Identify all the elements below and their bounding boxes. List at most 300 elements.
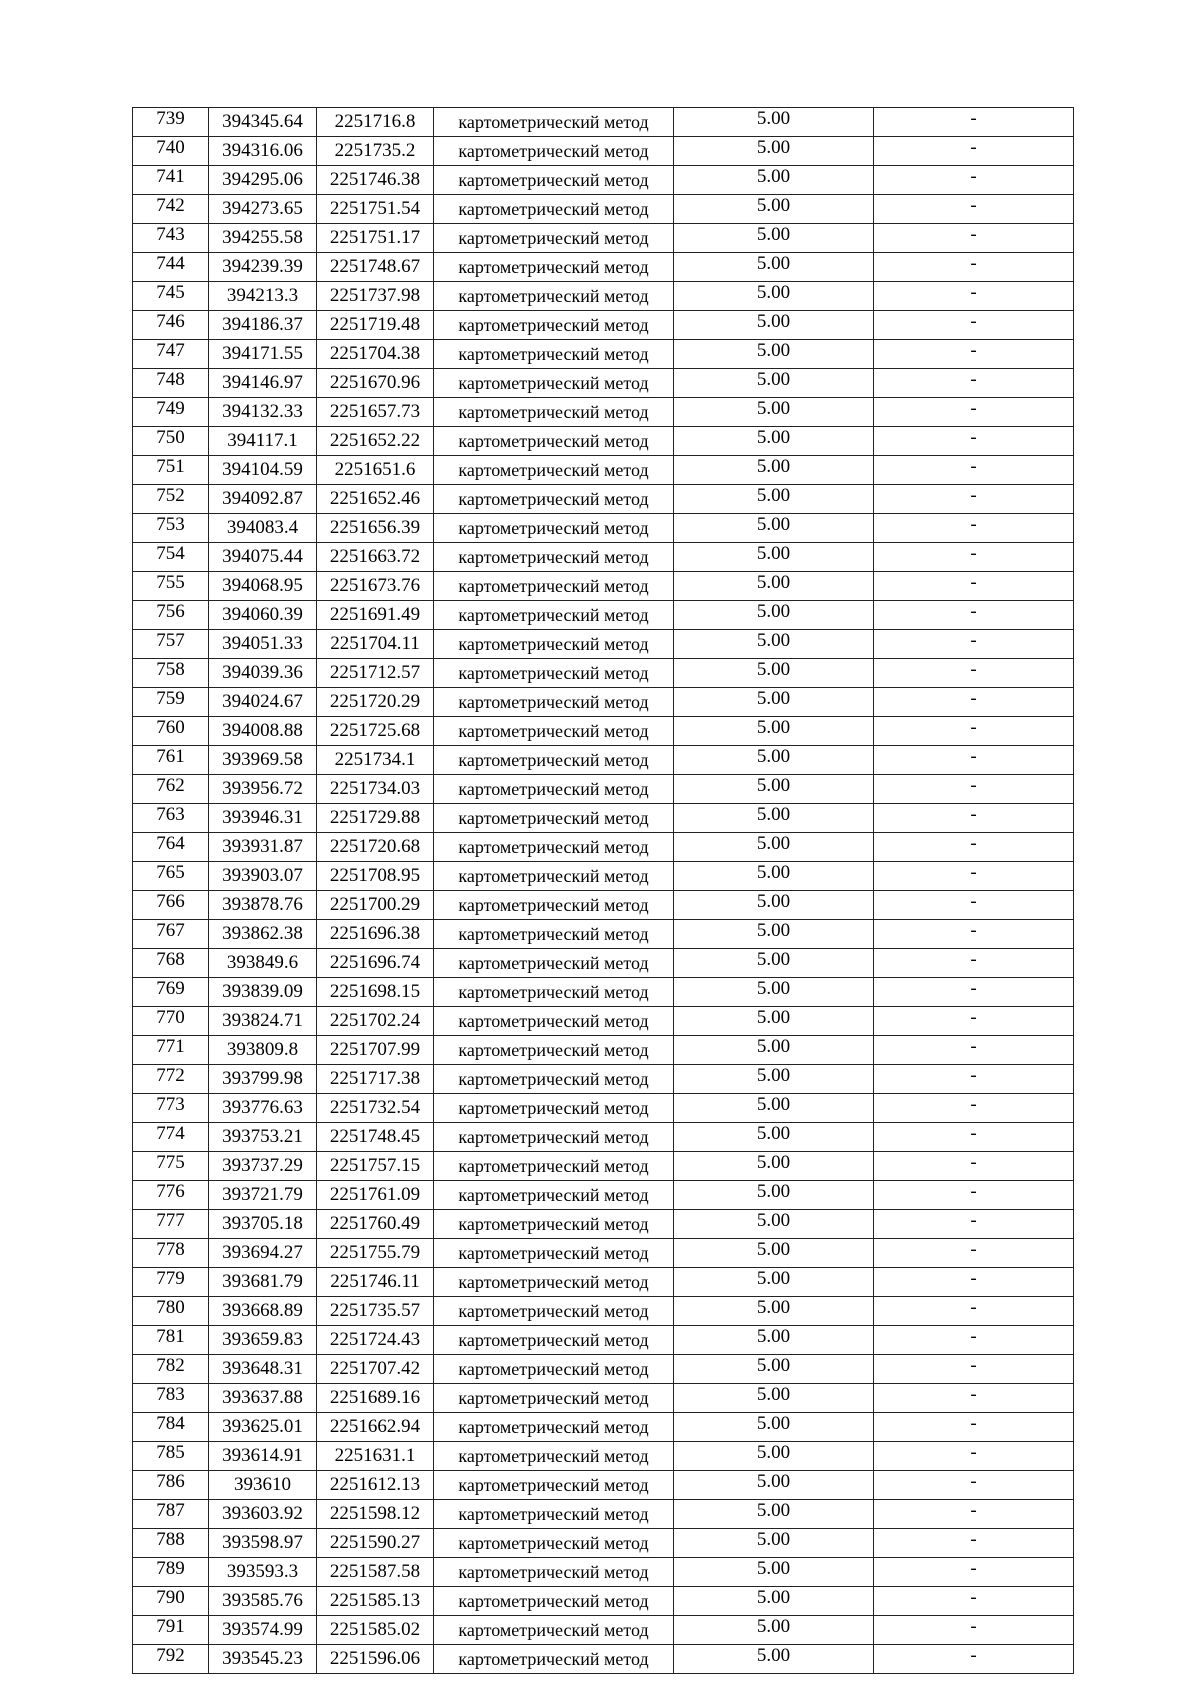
point-number-cell: 769 — [133, 978, 209, 1007]
y-coordinate-cell: 2251596.06 — [317, 1645, 434, 1674]
note-cell: - — [874, 253, 1074, 282]
note-cell: - — [874, 1471, 1074, 1500]
y-coordinate-cell: 2251598.12 — [317, 1500, 434, 1529]
x-coordinate-cell: 393753.21 — [209, 1123, 317, 1152]
x-coordinate-cell: 393603.92 — [209, 1500, 317, 1529]
method-cell: картометрический метод — [434, 340, 674, 369]
table-row — [133, 746, 1074, 775]
y-coordinate-cell: 2251737.98 — [317, 282, 434, 311]
accuracy-cell: 5.00 — [674, 224, 874, 253]
method-cell: картометрический метод — [434, 1036, 674, 1065]
x-coordinate-cell: 393878.76 — [209, 891, 317, 920]
point-number-cell: 763 — [133, 804, 209, 833]
y-coordinate-cell: 2251735.57 — [317, 1297, 434, 1326]
table-row — [133, 1645, 1074, 1674]
table-row — [133, 1239, 1074, 1268]
method-cell: картометрический метод — [434, 601, 674, 630]
note-cell: - — [874, 746, 1074, 775]
x-coordinate-cell: 394008.88 — [209, 717, 317, 746]
method-cell: картометрический метод — [434, 224, 674, 253]
y-coordinate-cell: 2251712.57 — [317, 659, 434, 688]
accuracy-cell: 5.00 — [674, 891, 874, 920]
x-coordinate-cell: 393799.98 — [209, 1065, 317, 1094]
accuracy-cell: 5.00 — [674, 456, 874, 485]
point-number-cell: 760 — [133, 717, 209, 746]
method-cell: картометрический метод — [434, 833, 674, 862]
method-cell: картометрический метод — [434, 1471, 674, 1500]
method-cell: картометрический метод — [434, 514, 674, 543]
point-number-cell: 753 — [133, 514, 209, 543]
accuracy-cell: 5.00 — [674, 804, 874, 833]
note-cell: - — [874, 1268, 1074, 1297]
x-coordinate-cell: 394039.36 — [209, 659, 317, 688]
y-coordinate-cell: 2251720.68 — [317, 833, 434, 862]
y-coordinate-cell: 2251612.13 — [317, 1471, 434, 1500]
note-cell: - — [874, 1297, 1074, 1326]
method-cell: картометрический метод — [434, 891, 674, 920]
x-coordinate-cell: 394295.06 — [209, 166, 317, 195]
method-cell: картометрический метод — [434, 311, 674, 340]
x-coordinate-cell: 394239.39 — [209, 253, 317, 282]
note-cell: - — [874, 1152, 1074, 1181]
note-cell: - — [874, 1094, 1074, 1123]
y-coordinate-cell: 2251748.67 — [317, 253, 434, 282]
accuracy-cell: 5.00 — [674, 862, 874, 891]
point-number-cell: 748 — [133, 369, 209, 398]
method-cell: картометрический метод — [434, 688, 674, 717]
table-row — [133, 1094, 1074, 1123]
point-number-cell: 746 — [133, 311, 209, 340]
accuracy-cell: 5.00 — [674, 1065, 874, 1094]
x-coordinate-cell: 394273.65 — [209, 195, 317, 224]
x-coordinate-cell: 393659.83 — [209, 1326, 317, 1355]
table-row — [133, 659, 1074, 688]
point-number-cell: 754 — [133, 543, 209, 572]
table-row — [133, 1297, 1074, 1326]
note-cell: - — [874, 1413, 1074, 1442]
x-coordinate-cell: 394068.95 — [209, 572, 317, 601]
table-row — [133, 601, 1074, 630]
accuracy-cell: 5.00 — [674, 398, 874, 427]
y-coordinate-cell: 2251707.99 — [317, 1036, 434, 1065]
x-coordinate-cell: 394092.87 — [209, 485, 317, 514]
x-coordinate-cell: 393931.87 — [209, 833, 317, 862]
x-coordinate-cell: 393598.97 — [209, 1529, 317, 1558]
x-coordinate-cell: 394104.59 — [209, 456, 317, 485]
table-row — [133, 1123, 1074, 1152]
point-number-cell: 749 — [133, 398, 209, 427]
note-cell: - — [874, 1384, 1074, 1413]
note-cell: - — [874, 340, 1074, 369]
table-row — [133, 717, 1074, 746]
y-coordinate-cell: 2251696.38 — [317, 920, 434, 949]
y-coordinate-cell: 2251652.46 — [317, 485, 434, 514]
point-number-cell: 739 — [133, 108, 209, 137]
x-coordinate-cell: 393705.18 — [209, 1210, 317, 1239]
point-number-cell: 743 — [133, 224, 209, 253]
y-coordinate-cell: 2251748.45 — [317, 1123, 434, 1152]
point-number-cell: 756 — [133, 601, 209, 630]
note-cell: - — [874, 1355, 1074, 1384]
y-coordinate-cell: 2251702.24 — [317, 1007, 434, 1036]
x-coordinate-cell: 393839.09 — [209, 978, 317, 1007]
y-coordinate-cell: 2251746.11 — [317, 1268, 434, 1297]
x-coordinate-cell: 393637.88 — [209, 1384, 317, 1413]
point-number-cell: 790 — [133, 1587, 209, 1616]
method-cell: картометрический метод — [434, 195, 674, 224]
point-number-cell: 755 — [133, 572, 209, 601]
method-cell: картометрический метод — [434, 1268, 674, 1297]
x-coordinate-cell: 393946.31 — [209, 804, 317, 833]
point-number-cell: 752 — [133, 485, 209, 514]
note-cell: - — [874, 108, 1074, 137]
y-coordinate-cell: 2251662.94 — [317, 1413, 434, 1442]
method-cell: картометрический метод — [434, 630, 674, 659]
note-cell: - — [874, 601, 1074, 630]
note-cell: - — [874, 1645, 1074, 1674]
table-row — [133, 108, 1074, 137]
table-row — [133, 224, 1074, 253]
method-cell: картометрический метод — [434, 1210, 674, 1239]
point-number-cell: 787 — [133, 1500, 209, 1529]
x-coordinate-cell: 394060.39 — [209, 601, 317, 630]
x-coordinate-cell: 394213.3 — [209, 282, 317, 311]
method-cell: картометрический метод — [434, 862, 674, 891]
accuracy-cell: 5.00 — [674, 282, 874, 311]
accuracy-cell: 5.00 — [674, 833, 874, 862]
accuracy-cell: 5.00 — [674, 1442, 874, 1471]
x-coordinate-cell: 394345.64 — [209, 108, 317, 137]
method-cell: картометрический метод — [434, 1645, 674, 1674]
accuracy-cell: 5.00 — [674, 195, 874, 224]
method-cell: картометрический метод — [434, 1355, 674, 1384]
x-coordinate-cell: 394316.06 — [209, 137, 317, 166]
coordinates-table — [132, 107, 1074, 1674]
method-cell: картометрический метод — [434, 427, 674, 456]
note-cell: - — [874, 688, 1074, 717]
accuracy-cell: 5.00 — [674, 746, 874, 775]
method-cell: картометрический метод — [434, 253, 674, 282]
table-row — [133, 572, 1074, 601]
accuracy-cell: 5.00 — [674, 1587, 874, 1616]
method-cell: картометрический метод — [434, 1442, 674, 1471]
table-row — [133, 1587, 1074, 1616]
note-cell: - — [874, 804, 1074, 833]
method-cell: картометрический метод — [434, 1297, 674, 1326]
accuracy-cell: 5.00 — [674, 1471, 874, 1500]
x-coordinate-cell: 394186.37 — [209, 311, 317, 340]
note-cell: - — [874, 514, 1074, 543]
y-coordinate-cell: 2251755.79 — [317, 1239, 434, 1268]
method-cell: картометрический метод — [434, 1616, 674, 1645]
y-coordinate-cell: 2251670.96 — [317, 369, 434, 398]
x-coordinate-cell: 393593.3 — [209, 1558, 317, 1587]
accuracy-cell: 5.00 — [674, 1500, 874, 1529]
note-cell: - — [874, 398, 1074, 427]
point-number-cell: 742 — [133, 195, 209, 224]
point-number-cell: 772 — [133, 1065, 209, 1094]
note-cell: - — [874, 949, 1074, 978]
note-cell: - — [874, 224, 1074, 253]
accuracy-cell: 5.00 — [674, 485, 874, 514]
y-coordinate-cell: 2251716.8 — [317, 108, 434, 137]
table-row — [133, 978, 1074, 1007]
accuracy-cell: 5.00 — [674, 166, 874, 195]
accuracy-cell: 5.00 — [674, 978, 874, 1007]
method-cell: картометрический метод — [434, 920, 674, 949]
y-coordinate-cell: 2251729.88 — [317, 804, 434, 833]
table-row — [133, 949, 1074, 978]
table-row — [133, 398, 1074, 427]
point-number-cell: 777 — [133, 1210, 209, 1239]
table-row — [133, 1413, 1074, 1442]
point-number-cell: 761 — [133, 746, 209, 775]
table-row — [133, 1442, 1074, 1471]
accuracy-cell: 5.00 — [674, 1210, 874, 1239]
table-row — [133, 891, 1074, 920]
y-coordinate-cell: 2251587.58 — [317, 1558, 434, 1587]
y-coordinate-cell: 2251698.15 — [317, 978, 434, 1007]
x-coordinate-cell: 394083.4 — [209, 514, 317, 543]
x-coordinate-cell: 393545.23 — [209, 1645, 317, 1674]
y-coordinate-cell: 2251751.17 — [317, 224, 434, 253]
table-row — [133, 195, 1074, 224]
method-cell: картометрический метод — [434, 775, 674, 804]
method-cell: картометрический метод — [434, 717, 674, 746]
note-cell: - — [874, 1616, 1074, 1645]
accuracy-cell: 5.00 — [674, 1616, 874, 1645]
accuracy-cell: 5.00 — [674, 1413, 874, 1442]
method-cell: картометрический метод — [434, 949, 674, 978]
table-row — [133, 1181, 1074, 1210]
x-coordinate-cell: 394024.67 — [209, 688, 317, 717]
note-cell: - — [874, 1442, 1074, 1471]
table-row — [133, 1036, 1074, 1065]
y-coordinate-cell: 2251673.76 — [317, 572, 434, 601]
x-coordinate-cell: 393969.58 — [209, 746, 317, 775]
method-cell: картометрический метод — [434, 1181, 674, 1210]
note-cell: - — [874, 543, 1074, 572]
x-coordinate-cell: 394051.33 — [209, 630, 317, 659]
y-coordinate-cell: 2251719.48 — [317, 311, 434, 340]
accuracy-cell: 5.00 — [674, 514, 874, 543]
accuracy-cell: 5.00 — [674, 1558, 874, 1587]
method-cell: картометрический метод — [434, 1529, 674, 1558]
accuracy-cell: 5.00 — [674, 108, 874, 137]
x-coordinate-cell: 393862.38 — [209, 920, 317, 949]
y-coordinate-cell: 2251696.74 — [317, 949, 434, 978]
x-coordinate-cell: 394075.44 — [209, 543, 317, 572]
y-coordinate-cell: 2251757.15 — [317, 1152, 434, 1181]
x-coordinate-cell: 393849.6 — [209, 949, 317, 978]
y-coordinate-cell: 2251689.16 — [317, 1384, 434, 1413]
coordinates-table-body — [133, 108, 1074, 1674]
table-row — [133, 543, 1074, 572]
y-coordinate-cell: 2251746.38 — [317, 166, 434, 195]
note-cell: - — [874, 456, 1074, 485]
method-cell: картометрический метод — [434, 978, 674, 1007]
x-coordinate-cell: 394255.58 — [209, 224, 317, 253]
point-number-cell: 788 — [133, 1529, 209, 1558]
accuracy-cell: 5.00 — [674, 137, 874, 166]
x-coordinate-cell: 393956.72 — [209, 775, 317, 804]
method-cell: картометрический метод — [434, 398, 674, 427]
point-number-cell: 744 — [133, 253, 209, 282]
point-number-cell: 784 — [133, 1413, 209, 1442]
point-number-cell: 786 — [133, 1471, 209, 1500]
y-coordinate-cell: 2251631.1 — [317, 1442, 434, 1471]
y-coordinate-cell: 2251734.1 — [317, 746, 434, 775]
point-number-cell: 758 — [133, 659, 209, 688]
method-cell: картометрический метод — [434, 485, 674, 514]
table-row — [133, 485, 1074, 514]
method-cell: картометрический метод — [434, 746, 674, 775]
note-cell: - — [874, 1210, 1074, 1239]
note-cell: - — [874, 1181, 1074, 1210]
table-row — [133, 137, 1074, 166]
x-coordinate-cell: 393681.79 — [209, 1268, 317, 1297]
table-row — [133, 253, 1074, 282]
note-cell: - — [874, 1123, 1074, 1152]
method-cell: картометрический метод — [434, 1065, 674, 1094]
accuracy-cell: 5.00 — [674, 572, 874, 601]
note-cell: - — [874, 137, 1074, 166]
point-number-cell: 780 — [133, 1297, 209, 1326]
table-row — [133, 456, 1074, 485]
method-cell: картометрический метод — [434, 1413, 674, 1442]
method-cell: картометрический метод — [434, 108, 674, 137]
y-coordinate-cell: 2251724.43 — [317, 1326, 434, 1355]
x-coordinate-cell: 393625.01 — [209, 1413, 317, 1442]
note-cell: - — [874, 311, 1074, 340]
point-number-cell: 765 — [133, 862, 209, 891]
accuracy-cell: 5.00 — [674, 1268, 874, 1297]
x-coordinate-cell: 393668.89 — [209, 1297, 317, 1326]
accuracy-cell: 5.00 — [674, 717, 874, 746]
x-coordinate-cell: 393585.76 — [209, 1587, 317, 1616]
accuracy-cell: 5.00 — [674, 1007, 874, 1036]
x-coordinate-cell: 394117.1 — [209, 427, 317, 456]
table-row — [133, 1065, 1074, 1094]
table-row — [133, 1558, 1074, 1587]
note-cell: - — [874, 427, 1074, 456]
note-cell: - — [874, 630, 1074, 659]
point-number-cell: 773 — [133, 1094, 209, 1123]
x-coordinate-cell: 393903.07 — [209, 862, 317, 891]
y-coordinate-cell: 2251720.29 — [317, 688, 434, 717]
x-coordinate-cell: 393694.27 — [209, 1239, 317, 1268]
method-cell: картометрический метод — [434, 1326, 674, 1355]
table-row — [133, 775, 1074, 804]
accuracy-cell: 5.00 — [674, 688, 874, 717]
point-number-cell: 783 — [133, 1384, 209, 1413]
point-number-cell: 789 — [133, 1558, 209, 1587]
accuracy-cell: 5.00 — [674, 630, 874, 659]
x-coordinate-cell: 393610 — [209, 1471, 317, 1500]
table-row — [133, 282, 1074, 311]
method-cell: картометрический метод — [434, 659, 674, 688]
accuracy-cell: 5.00 — [674, 1384, 874, 1413]
note-cell: - — [874, 572, 1074, 601]
note-cell: - — [874, 978, 1074, 1007]
note-cell: - — [874, 1326, 1074, 1355]
accuracy-cell: 5.00 — [674, 1094, 874, 1123]
note-cell: - — [874, 1239, 1074, 1268]
accuracy-cell: 5.00 — [674, 543, 874, 572]
y-coordinate-cell: 2251651.6 — [317, 456, 434, 485]
accuracy-cell: 5.00 — [674, 1355, 874, 1384]
point-number-cell: 766 — [133, 891, 209, 920]
note-cell: - — [874, 775, 1074, 804]
accuracy-cell: 5.00 — [674, 1123, 874, 1152]
table-row — [133, 1500, 1074, 1529]
accuracy-cell: 5.00 — [674, 253, 874, 282]
point-number-cell: 782 — [133, 1355, 209, 1384]
note-cell: - — [874, 1529, 1074, 1558]
note-cell: - — [874, 659, 1074, 688]
note-cell: - — [874, 1500, 1074, 1529]
accuracy-cell: 5.00 — [674, 775, 874, 804]
method-cell: картометрический метод — [434, 1558, 674, 1587]
method-cell: картометрический метод — [434, 166, 674, 195]
method-cell: картометрический метод — [434, 1239, 674, 1268]
table-row — [133, 1616, 1074, 1645]
table-row — [133, 369, 1074, 398]
point-number-cell: 776 — [133, 1181, 209, 1210]
y-coordinate-cell: 2251704.38 — [317, 340, 434, 369]
point-number-cell: 770 — [133, 1007, 209, 1036]
method-cell: картометрический метод — [434, 1500, 674, 1529]
point-number-cell: 779 — [133, 1268, 209, 1297]
note-cell: - — [874, 1007, 1074, 1036]
y-coordinate-cell: 2251707.42 — [317, 1355, 434, 1384]
note-cell: - — [874, 166, 1074, 195]
y-coordinate-cell: 2251704.11 — [317, 630, 434, 659]
table-row — [133, 1268, 1074, 1297]
y-coordinate-cell: 2251708.95 — [317, 862, 434, 891]
note-cell: - — [874, 282, 1074, 311]
x-coordinate-cell: 394146.97 — [209, 369, 317, 398]
note-cell: - — [874, 862, 1074, 891]
table-row — [133, 1210, 1074, 1239]
accuracy-cell: 5.00 — [674, 1036, 874, 1065]
point-number-cell: 764 — [133, 833, 209, 862]
accuracy-cell: 5.00 — [674, 1152, 874, 1181]
point-number-cell: 757 — [133, 630, 209, 659]
y-coordinate-cell: 2251656.39 — [317, 514, 434, 543]
y-coordinate-cell: 2251751.54 — [317, 195, 434, 224]
table-row — [133, 804, 1074, 833]
point-number-cell: 762 — [133, 775, 209, 804]
y-coordinate-cell: 2251761.09 — [317, 1181, 434, 1210]
y-coordinate-cell: 2251652.22 — [317, 427, 434, 456]
note-cell: - — [874, 920, 1074, 949]
point-number-cell: 774 — [133, 1123, 209, 1152]
y-coordinate-cell: 2251725.68 — [317, 717, 434, 746]
table-row — [133, 630, 1074, 659]
y-coordinate-cell: 2251760.49 — [317, 1210, 434, 1239]
x-coordinate-cell: 394132.33 — [209, 398, 317, 427]
note-cell: - — [874, 1065, 1074, 1094]
accuracy-cell: 5.00 — [674, 427, 874, 456]
table-row — [133, 1384, 1074, 1413]
point-number-cell: 745 — [133, 282, 209, 311]
accuracy-cell: 5.00 — [674, 1645, 874, 1674]
accuracy-cell: 5.00 — [674, 920, 874, 949]
point-number-cell: 768 — [133, 949, 209, 978]
y-coordinate-cell: 2251590.27 — [317, 1529, 434, 1558]
note-cell: - — [874, 369, 1074, 398]
